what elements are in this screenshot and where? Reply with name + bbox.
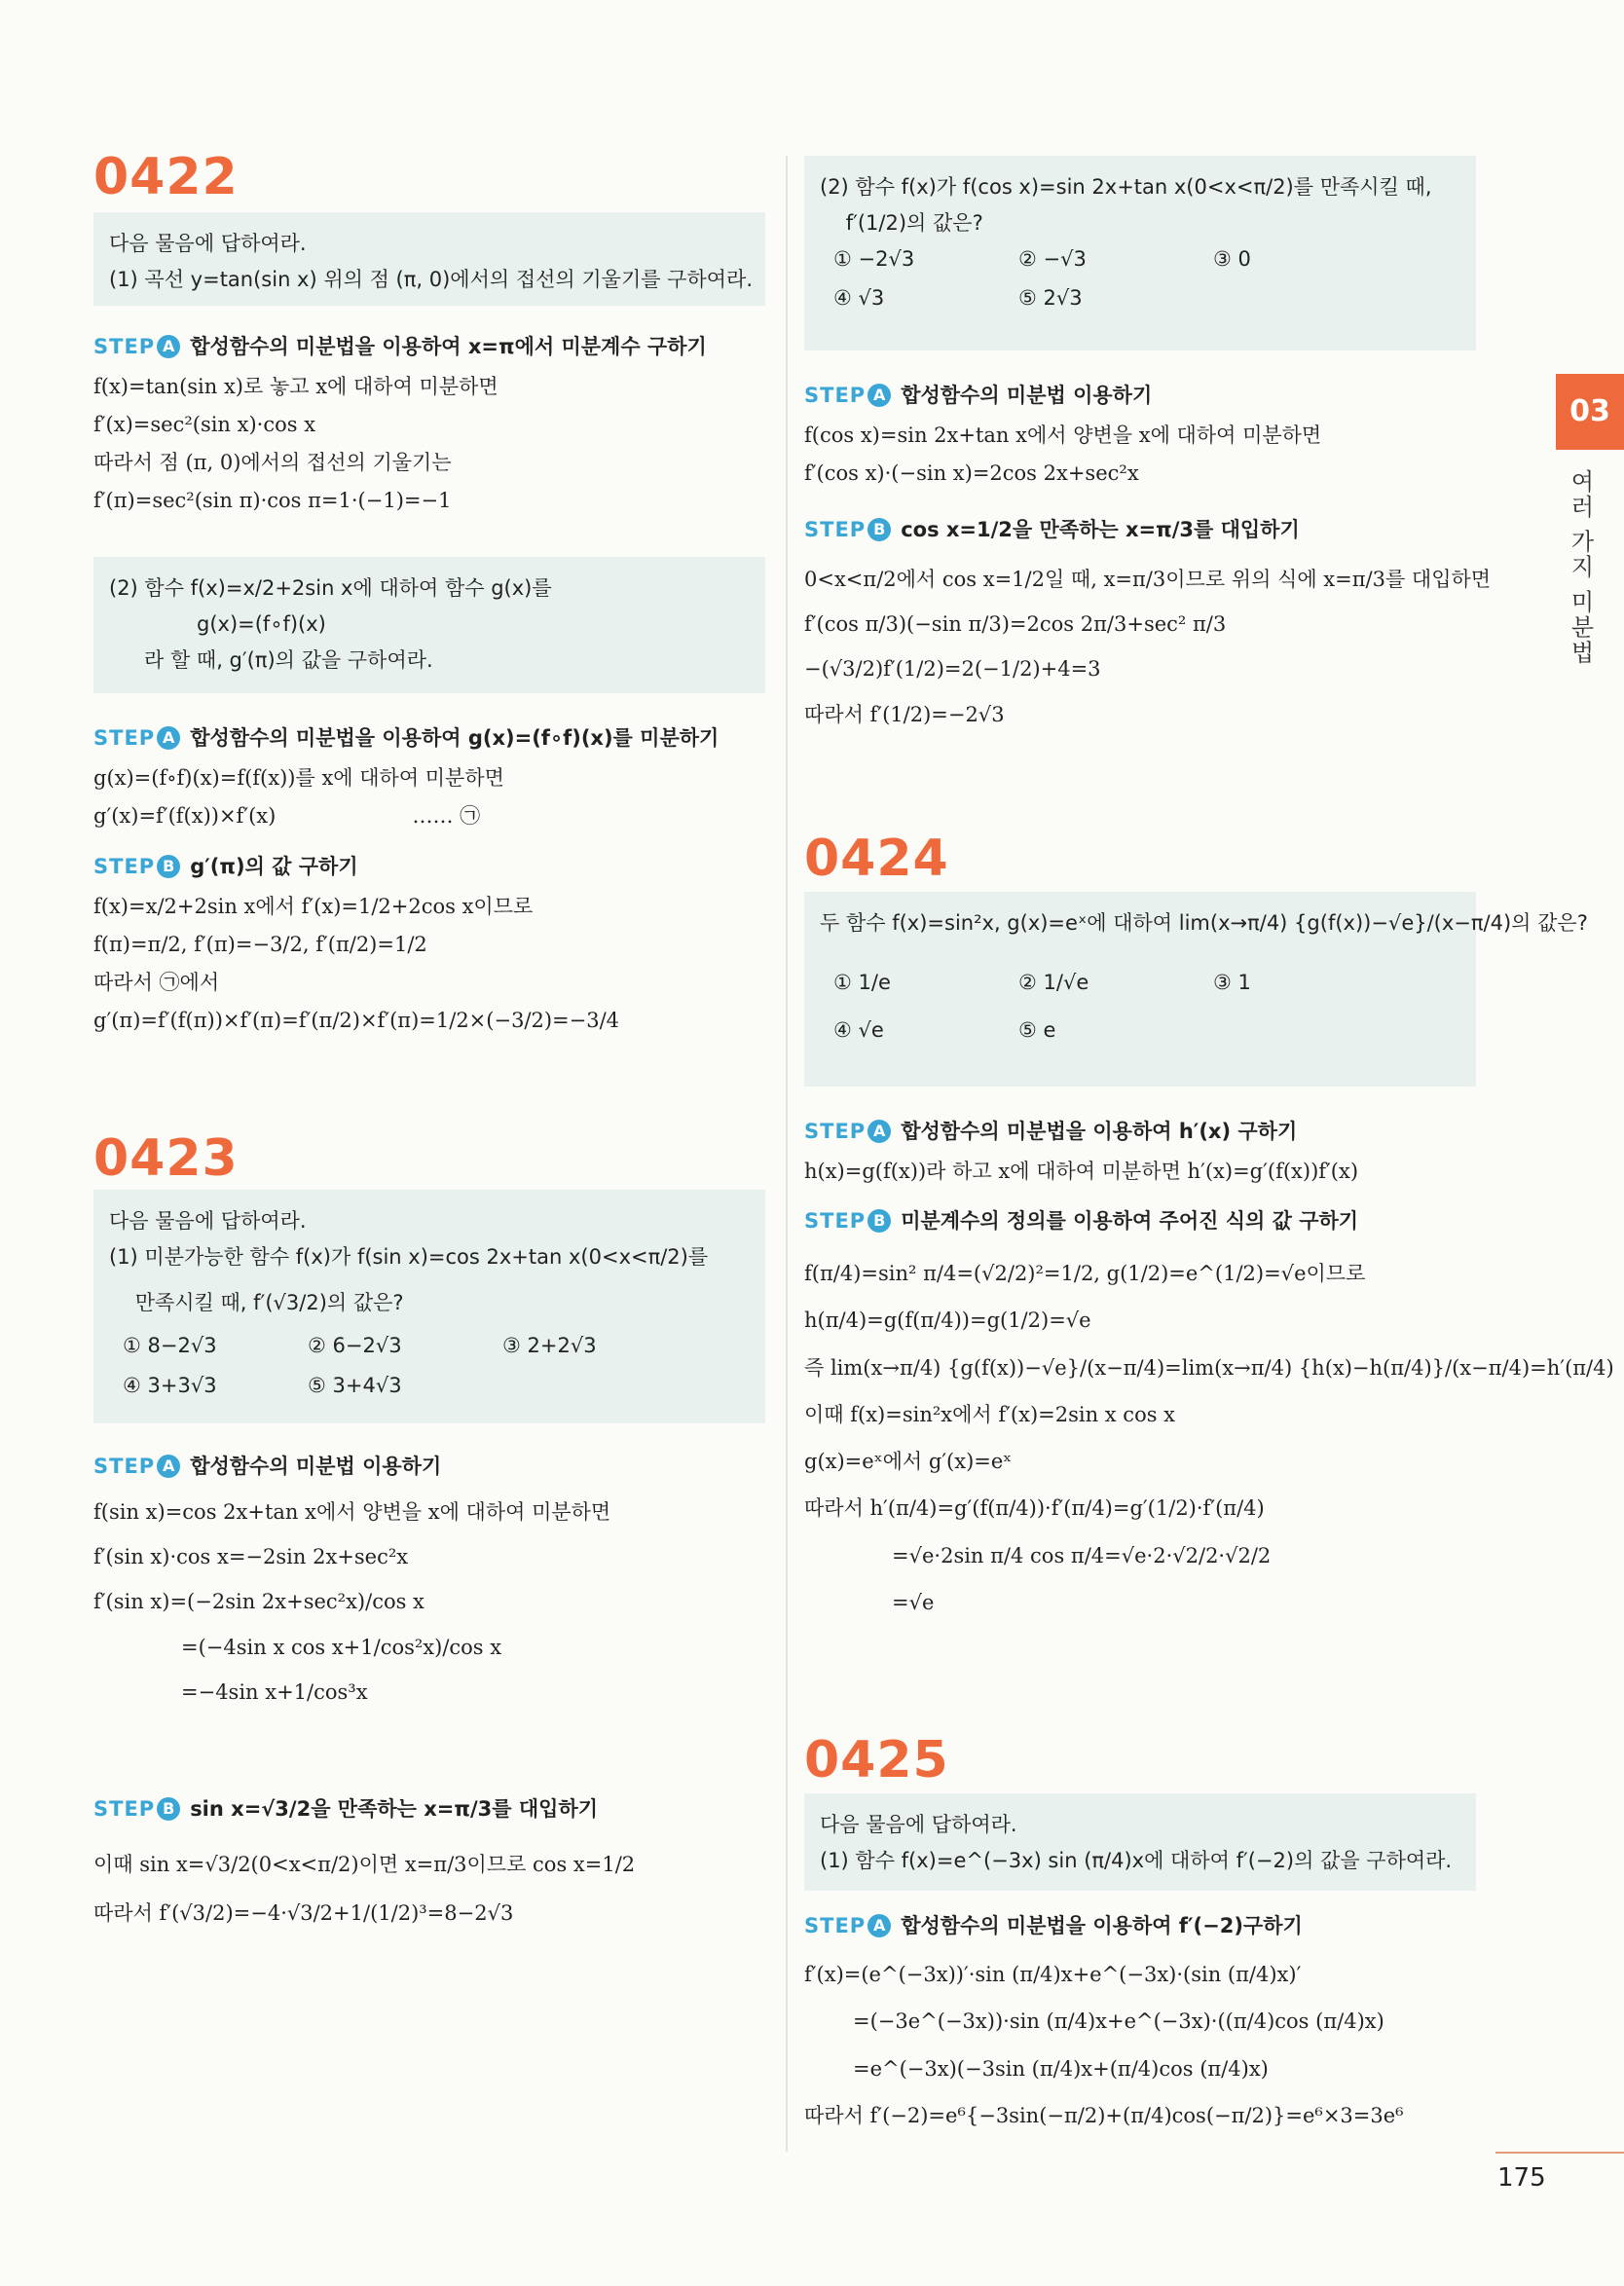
solution-line: f′(cos x)·(−sin x)=2cos 2x+sec²x (804, 461, 1139, 485)
question-line: (2) 함수 f(x)가 f(cos x)=sin 2x+tan x(0<x<π/2)를 만족시킬 때, (820, 175, 1432, 199)
solution-line: f(cos x)=sin 2x+tan x에서 양변을 x에 대하여 미분하면 (804, 424, 1322, 447)
option[interactable]: ① 1/e (833, 970, 891, 994)
solution-line: =−4sin x+1/cos³x (181, 1679, 368, 1704)
question-line: 다음 물음에 답하여라. (109, 1209, 307, 1233)
problem-number-0425: 0425 (804, 1731, 949, 1789)
footer-line (1495, 2152, 1624, 2154)
question-line: 다음 물음에 답하여라. (109, 232, 307, 255)
question-line: 라 할 때, g′(π)의 값을 구하여라. (144, 647, 433, 672)
option[interactable]: ⑤ 3+4√3 (308, 1374, 402, 1397)
question-line: (1) 곡선 y=tan(sin x) 위의 점 (π, 0)에서의 접선의 기울기를 구하여라. (109, 267, 754, 291)
option[interactable]: ② 1/√e (1018, 970, 1089, 994)
solution-line: =(−4sin x cos x+1/cos²x)/cos x (181, 1635, 502, 1659)
step-b-heading: STEP B cos x=1/2을 만족하는 x=π/3를 대입하기 (804, 518, 1300, 541)
option[interactable]: ③ 1 (1213, 970, 1251, 994)
answer-options (833, 965, 1460, 1049)
solution-line: −(√3/2)f′(1/2)=2(−1/2)+4=3 (804, 657, 1101, 682)
option[interactable]: ③ 0 (1213, 246, 1251, 271)
step-a-heading: STEP A 합성함수의 미분법 이용하기 (804, 384, 1153, 407)
solution-line: f(sin x)=cos 2x+tan x에서 양변을 x에 대하여 미분하면 (93, 1500, 611, 1524)
solution-block (93, 1490, 765, 1714)
step-b-heading: STEP B 미분계수의 정의를 이용하여 주어진 식의 값 구하기 (804, 1209, 1359, 1233)
column-divider (786, 156, 788, 2152)
solution-line: 따라서 점 (π, 0)에서의 접선의 기울기는 (93, 450, 452, 474)
solution-line: f(π/4)=sin² π/4=(√2/2)²=1/2, g(1/2)=e^(1/2)=√e이므로 (804, 1262, 1366, 1285)
solution-block (93, 1840, 765, 1938)
question-box-0422-1 (93, 212, 765, 306)
question-line: g(x)=(f∘f)(x) (197, 611, 326, 636)
question-line: f′(1/2)의 값은? (820, 210, 983, 235)
solution-block (804, 1250, 1614, 1626)
option[interactable]: ④ √3 (833, 286, 885, 311)
step-b-heading: STEP B g′(π)의 값 구하기 (93, 855, 358, 878)
solution-line: 즉 lim(x→π/4) {g(f(x))−√e}/(x−π/4)=lim(x→π/4) {h(x)−h(π/4)}/(x−π/4)=h′(π/4) (804, 1355, 1614, 1380)
problem-number-0423: 0423 (93, 1129, 239, 1188)
solution-line: 따라서 h′(π/4)=g′(f(π/4))·f′(π/4)=g′(1/2)·f′(π/4) (804, 1496, 1265, 1521)
question-box-0423-1 (93, 1190, 765, 1423)
step-a-heading: STEP A 합성함수의 미분법을 이용하여 g(x)=(f∘f)(x)를 미분하기 (93, 726, 720, 750)
solution-line: =√e (892, 1591, 935, 1615)
step-a-heading: STEP A 합성함수의 미분법 이용하기 (93, 1455, 442, 1478)
answer-options (123, 1328, 750, 1404)
question-line: (1) 미분가능한 함수 f(x)가 f(sin x)=cos 2x+tan x(0<x<π/2)를 (109, 1244, 709, 1269)
step-a-heading: STEP A 합성함수의 미분법을 이용하여 f′(−2)구하기 (804, 1914, 1303, 1937)
option[interactable]: ① −2√3 (833, 246, 915, 271)
option[interactable]: ② 6−2√3 (308, 1334, 402, 1358)
question-box-0424 (804, 892, 1588, 1087)
question-line: (1) 함수 f(x)=e^(−3x) sin (π/4)x에 대하여 f′(−2)의 값을 구하여라. (820, 1848, 1453, 1872)
option[interactable]: ③ 2+2√3 (502, 1334, 597, 1358)
page-number: 175 (1497, 2163, 1546, 2193)
solution-block (93, 759, 765, 835)
problem-number-0422: 0422 (93, 148, 239, 206)
solution-line: 따라서 f′(−2)=e⁶{−3sin(−π/2)+(π/4)cos(−π/2)}=e⁶×3=3e⁶ (804, 2103, 1404, 2127)
solution-line: 따라서 f′(1/2)=−2√3 (804, 702, 1005, 726)
solution-line: g′(π)=f′(f(π))×f′(π)=f′(π/2)×f′(π)=1/2×(−3/2)=−3/4 (93, 1008, 620, 1032)
solution-line: =√e·2sin π/4 cos π/4=√e·2·√2/2·√2/2 (892, 1543, 1272, 1567)
solution-line: =e^(−3x)(−3sin (π/4)x+(π/4)cos (π/4)x) (853, 2056, 1269, 2081)
step-a-heading: STEP A 합성함수의 미분법을 이용하여 h′(x) 구하기 (804, 1120, 1298, 1143)
option[interactable]: ⑤ 2√3 (1018, 286, 1083, 311)
solution-block (804, 1153, 1476, 1191)
option[interactable]: ⑤ e (1018, 1017, 1056, 1042)
solution-line: f′(x)=sec²(sin x)·cos x (93, 412, 316, 436)
question-box-0423-2 (804, 156, 1476, 350)
solution-line: f(π)=π/2, f′(π)=−3/2, f′(π/2)=1/2 (93, 932, 427, 956)
solution-line: 이때 sin x=√3/2(0<x<π/2)이면 x=π/3이므로 cos x=1/2 (93, 1853, 636, 1876)
solution-block (804, 417, 1476, 493)
solution-block (93, 888, 765, 1039)
solution-line: 이때 f(x)=sin²x에서 f′(x)=2sin x cos x (804, 1402, 1176, 1426)
option[interactable]: ④ √e (833, 1017, 884, 1042)
solution-line: 따라서 f′(√3/2)=−4·√3/2+1/(1/2)³=8−2√3 (93, 1901, 514, 1926)
solution-line: g(x)=(f∘f)(x)=f(f(x))를 x에 대하여 미분하면 (93, 766, 504, 790)
question-box-0425 (804, 1793, 1476, 1891)
solution-line: 0<x<π/2에서 cos x=1/2일 때, x=π/3이므로 위의 식에 x=π/3를 대입하면 (804, 568, 1492, 591)
option[interactable]: ② −√3 (1018, 246, 1087, 271)
solution-line: h(π/4)=g(f(π/4))=g(1/2)=√e (804, 1309, 1091, 1333)
solution-line: f′(π)=sec²(sin π)·cos π=1·(−1)=−1 (93, 488, 452, 512)
solution-line: f′(cos π/3)(−sin π/3)=2cos 2π/3+sec² π/3 (804, 612, 1227, 637)
chapter-tab: 03 (1556, 374, 1624, 450)
solution-block (804, 557, 1492, 737)
question-line: 다음 물음에 답하여라. (820, 1813, 1017, 1836)
problem-number-0424: 0424 (804, 830, 949, 888)
question-box-0422-2 (93, 557, 765, 693)
solution-line: f(x)=tan(sin x)로 놓고 x에 대하여 미분하면 (93, 375, 498, 398)
answer-options (833, 241, 1460, 317)
question-line: 만족시킬 때, f′(√3/2)의 값은? (109, 1290, 404, 1314)
option[interactable]: ④ 3+3√3 (123, 1374, 217, 1397)
solution-line: f′(x)=(e^(−3x))′·sin (π/4)x+e^(−3x)·(sin (π/4)x)′ (804, 1963, 1302, 1986)
solution-line: g(x)=eˣ에서 g′(x)=eˣ (804, 1450, 1013, 1474)
question-line: 두 함수 f(x)=sin²x, g(x)=eˣ에 대하여 lim(x→π/4) {g(f(x))−√e}/(x−π/4)의 값은? (820, 911, 1588, 935)
solution-block (93, 368, 765, 519)
option[interactable]: ① 8−2√3 (123, 1334, 217, 1358)
solution-block (804, 1951, 1476, 2139)
solution-line: f(x)=x/2+2sin x에서 f′(x)=1/2+2cos x이므로 (93, 895, 534, 918)
solution-line: f′(sin x)·cos x=−2sin 2x+sec²x (93, 1545, 409, 1569)
question-line: (2) 함수 f(x)=x/2+2sin x에 대하여 함수 g(x)를 (109, 576, 552, 600)
step-b-heading: STEP B sin x=√3/2을 만족하는 x=π/3를 대입하기 (93, 1797, 599, 1821)
solution-line: f′(sin x)=(−2sin 2x+sec²x)/cos x (93, 1590, 424, 1614)
chapter-title: 여러 가지 미분법 (1567, 469, 1594, 666)
solution-line: g′(x)=f′(f(x))×f′(x) …… ㉠ (93, 803, 481, 828)
step-a-heading: STEP A 합성함수의 미분법을 이용하여 x=π에서 미분계수 구하기 (93, 335, 707, 358)
solution-line: h(x)=g(f(x))라 하고 x에 대하여 미분하면 h′(x)=g′(f(x))f′(x) (804, 1160, 1359, 1183)
solution-line: =(−3e^(−3x))·sin (π/4)x+e^(−3x)·((π/4)cos (π/4)x) (853, 2009, 1384, 2034)
solution-line: 따라서 ㉠에서 (93, 970, 220, 994)
